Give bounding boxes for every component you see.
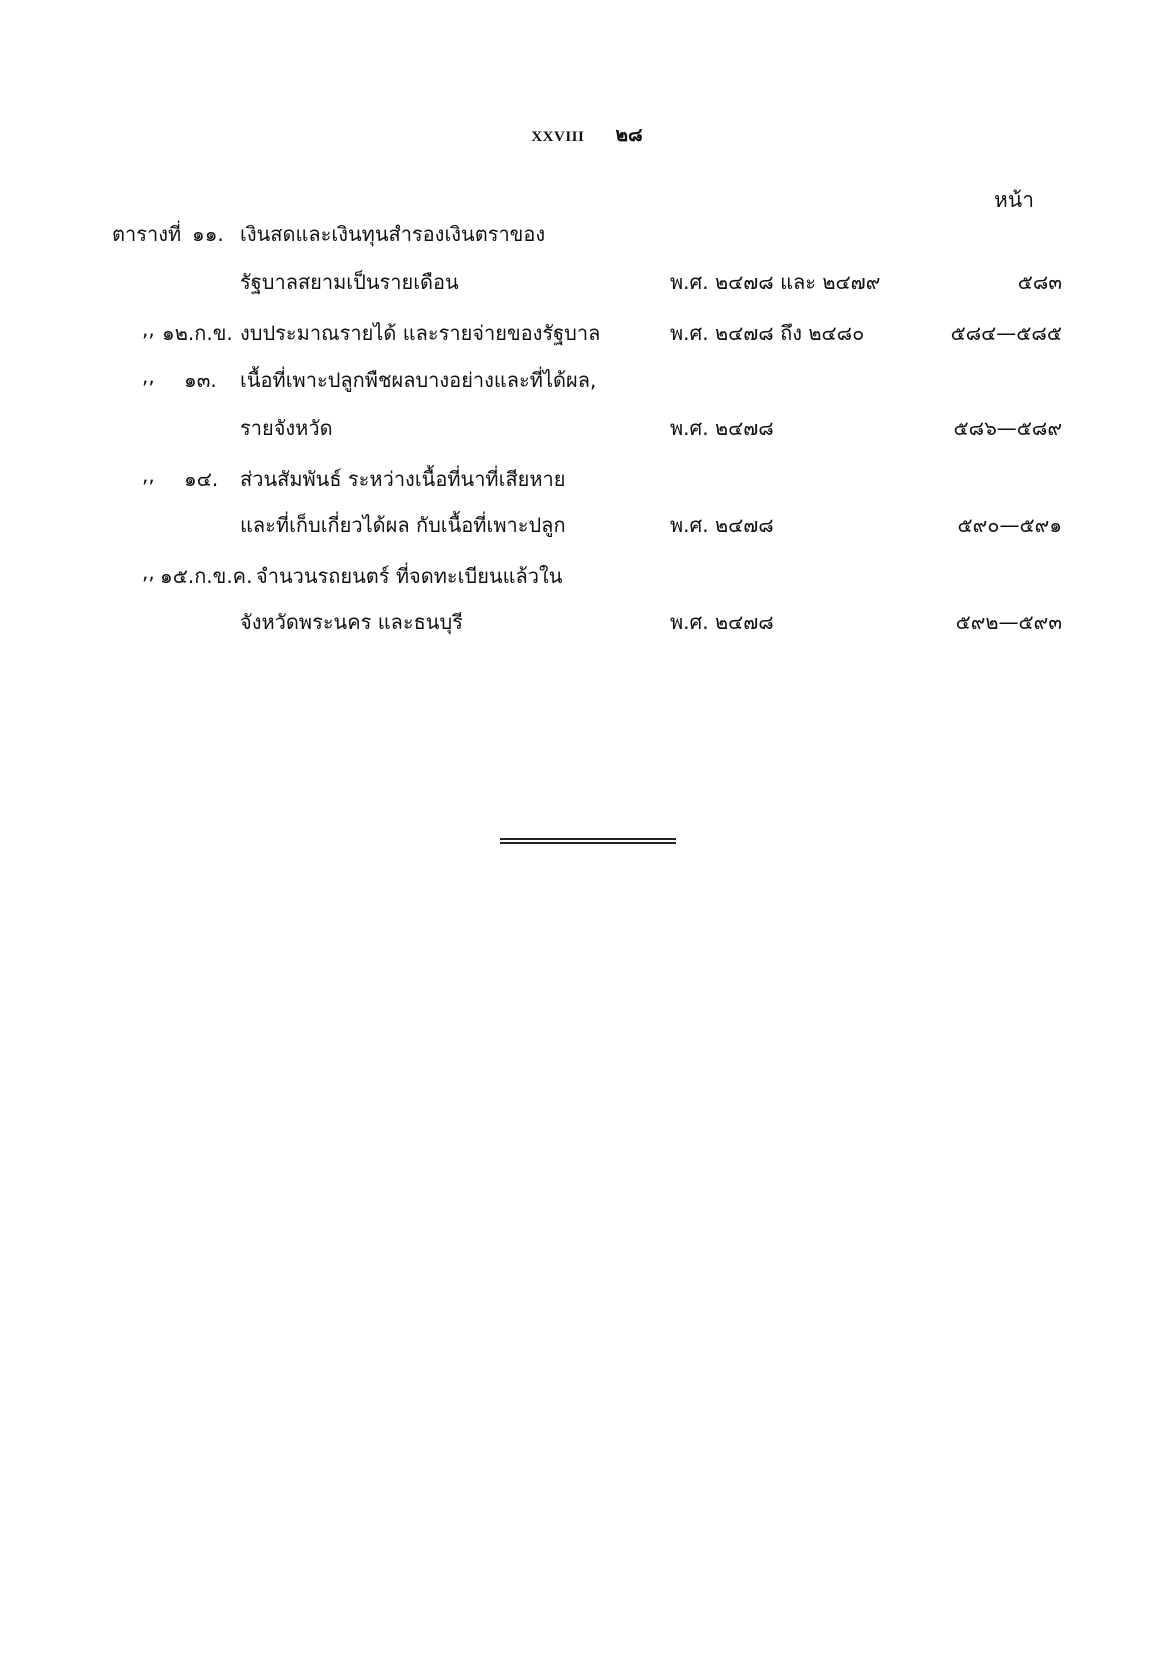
entry-number: ๑๒.ก.ข. <box>162 321 233 345</box>
entry-pages: ๕๘๖—๕๘๙ <box>953 416 1062 440</box>
entry-ditto: ,, <box>142 560 155 584</box>
entry-pages: ๕๙๒—๕๙๓ <box>955 610 1062 634</box>
entry-ditto: ,, <box>142 463 155 487</box>
entry-title-line: รายจังหวัด <box>240 416 333 440</box>
entry-title-line: รัฐบาลสยามเป็นรายเดือน <box>240 270 459 294</box>
page-header <box>0 120 1174 150</box>
entry-ditto: ,, <box>142 317 155 341</box>
roman-page-number: XXVIII <box>531 129 585 145</box>
entry-ditto: ,, <box>142 364 155 388</box>
thai-page-number: ๒๘ <box>615 124 643 146</box>
entry-pages: ๕๙๐—๕๙๑ <box>957 513 1062 537</box>
entry-title-line: ส่วนสัมพันธ์ ระหว่างเนื้อที่นาที่เสียหาย <box>240 467 566 491</box>
entry-period: พ.ศ. ๒๔๗๘ และ ๒๔๗๙ <box>670 270 881 294</box>
entry-pages: ๕๘๔—๕๘๕ <box>950 321 1062 345</box>
entry-title-line: จำนวนรถยนตร์ ที่จดทะเบียนแล้วใน <box>256 564 563 588</box>
entry-number: ๑๑. <box>192 222 224 246</box>
entry-number: ๑๓. <box>184 368 217 392</box>
entry-period: พ.ศ. ๒๔๗๘ <box>670 610 774 634</box>
entry-title-line: เนื้อที่เพาะปลูกพืชผลบางอย่างและที่ได้ผล, <box>240 368 597 392</box>
page-column-header: หน้า <box>994 188 1034 212</box>
entry-lead: ตารางที่ <box>112 222 182 246</box>
entry-number: ๑๕.ก.ข.ค. <box>160 564 253 588</box>
entry-period: พ.ศ. ๒๔๗๘ <box>670 513 774 537</box>
entry-pages: ๕๘๓ <box>1017 270 1062 294</box>
entry-title-line: จังหวัดพระนคร และธนบุรี <box>240 610 463 634</box>
entry-title-line: เงินสดและเงินทุนสำรองเงินตราของ <box>240 222 546 246</box>
entry-number: ๑๔. <box>184 467 219 491</box>
entry-period: พ.ศ. ๒๔๗๘ ถึง ๒๔๘๐ <box>670 321 865 345</box>
entry-title-line: งบประมาณรายได้ และรายจ่ายของรัฐบาล <box>240 321 601 345</box>
entry-title-line: และที่เก็บเกี่ยวได้ผล กับเนื้อที่เพาะปลูก <box>240 513 566 537</box>
entry-period: พ.ศ. ๒๔๗๘ <box>670 416 774 440</box>
section-end-rule <box>500 838 676 844</box>
